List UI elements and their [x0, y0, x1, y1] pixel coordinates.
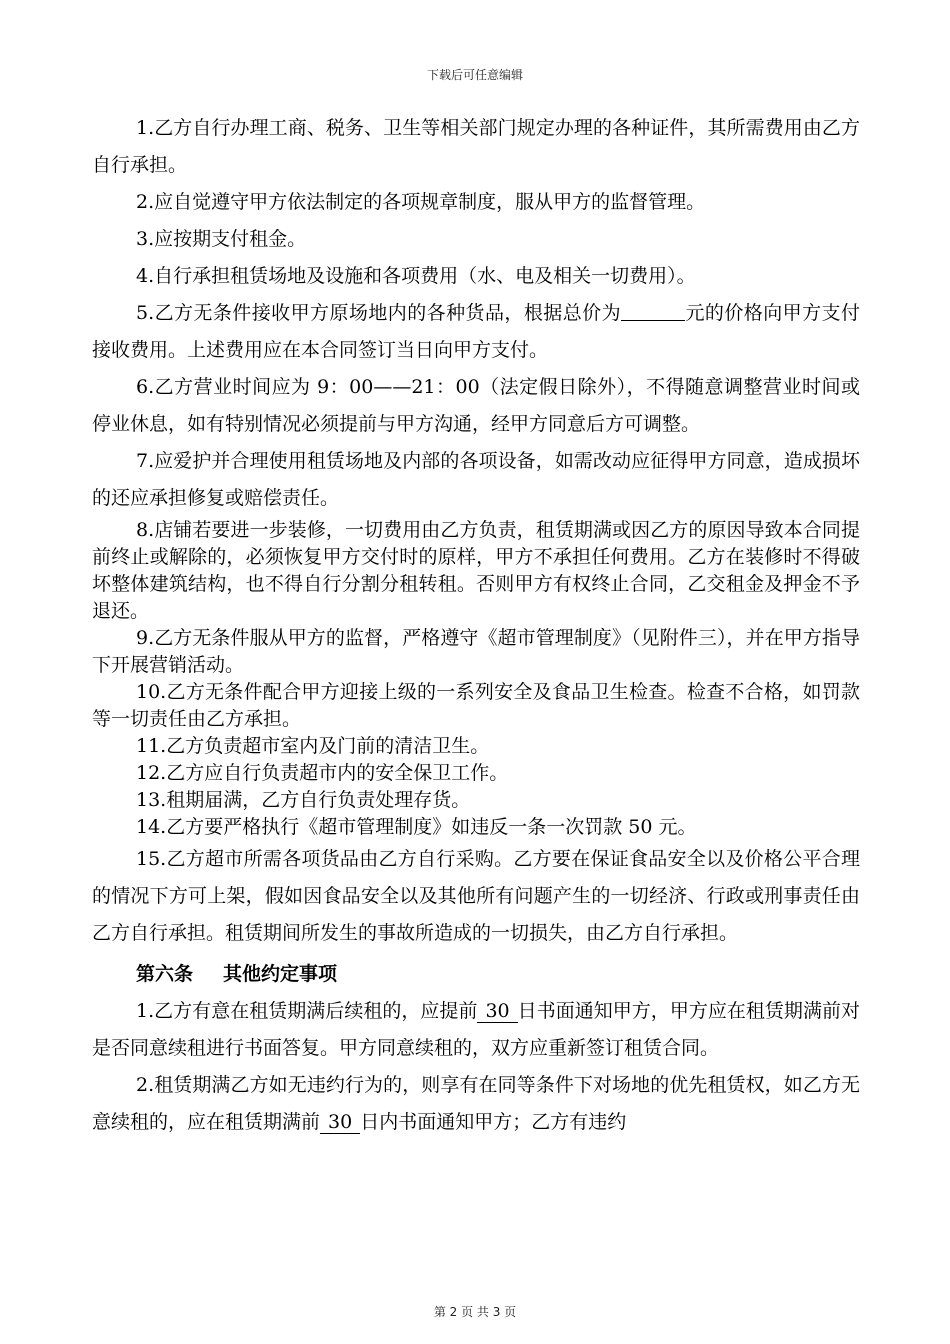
- article-6-clause-1-part-b: 日书面通知甲方，甲方应在租赁期满前对是否同意续租进行书面答复。甲方同意续租的，双方应重新签订租赁合同。: [92, 1000, 860, 1059]
- clause-2: 2.应自觉遵守甲方依法制定的各项规章制度，服从甲方的监督管理。: [136, 191, 706, 213]
- article-6-clause-1-part-a: 1.乙方有意在租赁期满后续租的，应提前: [136, 1000, 478, 1022]
- clause-7: 7.应爱护并合理使用租赁场地及内部的各项设备，如需改动应征得甲方同意，造成损坏的还应承担修复或赔偿责任。: [92, 450, 860, 509]
- notice-days-value-1: 30: [477, 1000, 517, 1023]
- article-6-number: 第六条: [136, 963, 194, 985]
- clause-5: [92, 295, 860, 369]
- article-6-title: 其他约定事项: [223, 963, 338, 985]
- notice-days-value-2: 30: [320, 1111, 360, 1134]
- article-6-clause-2-part-b: 日内书面通知甲方；乙方有违约: [360, 1111, 627, 1133]
- page-footer: 第 2 页 共 3 页: [433, 1305, 517, 1319]
- clause-9: 9.乙方无条件服从甲方的监督，严格遵守《超市管理制度》（见附件三），并在甲方指导下开展营销活动。: [92, 627, 860, 676]
- clause-8: 8.店铺若要进一步装修，一切费用由乙方负责，租赁期满或因乙方的原因导致本合同提前终止或解除的，必须恢复甲方交付时的原样，甲方不承担任何费用。乙方在装修时不得破坏整体建筑结构，也不得自行分割分租转租。否则甲方有权终止合同，乙交租金及押金不予退还。: [92, 519, 860, 622]
- price-blank: [621, 304, 685, 321]
- article-6-clause-1: [92, 993, 860, 1067]
- clause-5-part-a: 5.乙方无条件接收甲方原场地内的各种货品，根据总价为: [136, 302, 622, 324]
- page-header: 下载后可任意编辑: [426, 68, 523, 82]
- clause-15: 15.乙方超市所需各项货品由乙方自行采购。乙方要在保证食品安全以及价格公平合理的情况下方可上架，假如因食品安全以及其他所有问题产生的一切经济、行政或刑事责任由乙方自行承担。租赁期间所发生的事故所造成的一切损失，由乙方自行承担。: [92, 848, 860, 944]
- clause-4: 4.自行承担租赁场地及设施和各项费用（水、电及相关一切费用）。: [136, 265, 696, 287]
- clause-14: 14.乙方要严格执行《超市管理制度》如违反一条一次罚款 50 元。: [136, 816, 697, 838]
- clause-3: 3.应按期支付租金。: [136, 228, 307, 250]
- article-6-clause-2-part-a: 2.租赁期满乙方如无违约行为的，则享有在同等条件下对场地的优先租赁权，如乙方无意续租的，应在租赁期满前: [92, 1074, 860, 1133]
- article-6-clause-2: [92, 1067, 860, 1141]
- clause-6: 6.乙方营业时间应为 9：00——21：00（法定假日除外），不得随意调整营业时间或停业休息，如有特别情况必须提前与甲方沟通，经甲方同意后方可调整。: [92, 376, 860, 435]
- clause-5-part-b: 元的价格向甲方支付接收费用。上述费用应在本合同签订当日向甲方支付。: [92, 302, 860, 361]
- clause-1: 1.乙方自行办理工商、税务、卫生等相关部门规定办理的各种证件，其所需费用由乙方自行承担。: [92, 117, 860, 176]
- clause-10: 10.乙方无条件配合甲方迎接上级的一系列安全及食品卫生检查。检查不合格，如罚款等一切责任由乙方承担。: [92, 681, 860, 730]
- clause-11: 11.乙方负责超市室内及门前的清洁卫生。: [136, 735, 490, 757]
- clause-13: 13.租期届满，乙方自行负责处理存货。: [136, 789, 471, 811]
- article-6-heading: [92, 956, 860, 993]
- document-body: [92, 110, 860, 1141]
- clause-12: 12.乙方应自行负责超市内的安全保卫工作。: [136, 762, 509, 784]
